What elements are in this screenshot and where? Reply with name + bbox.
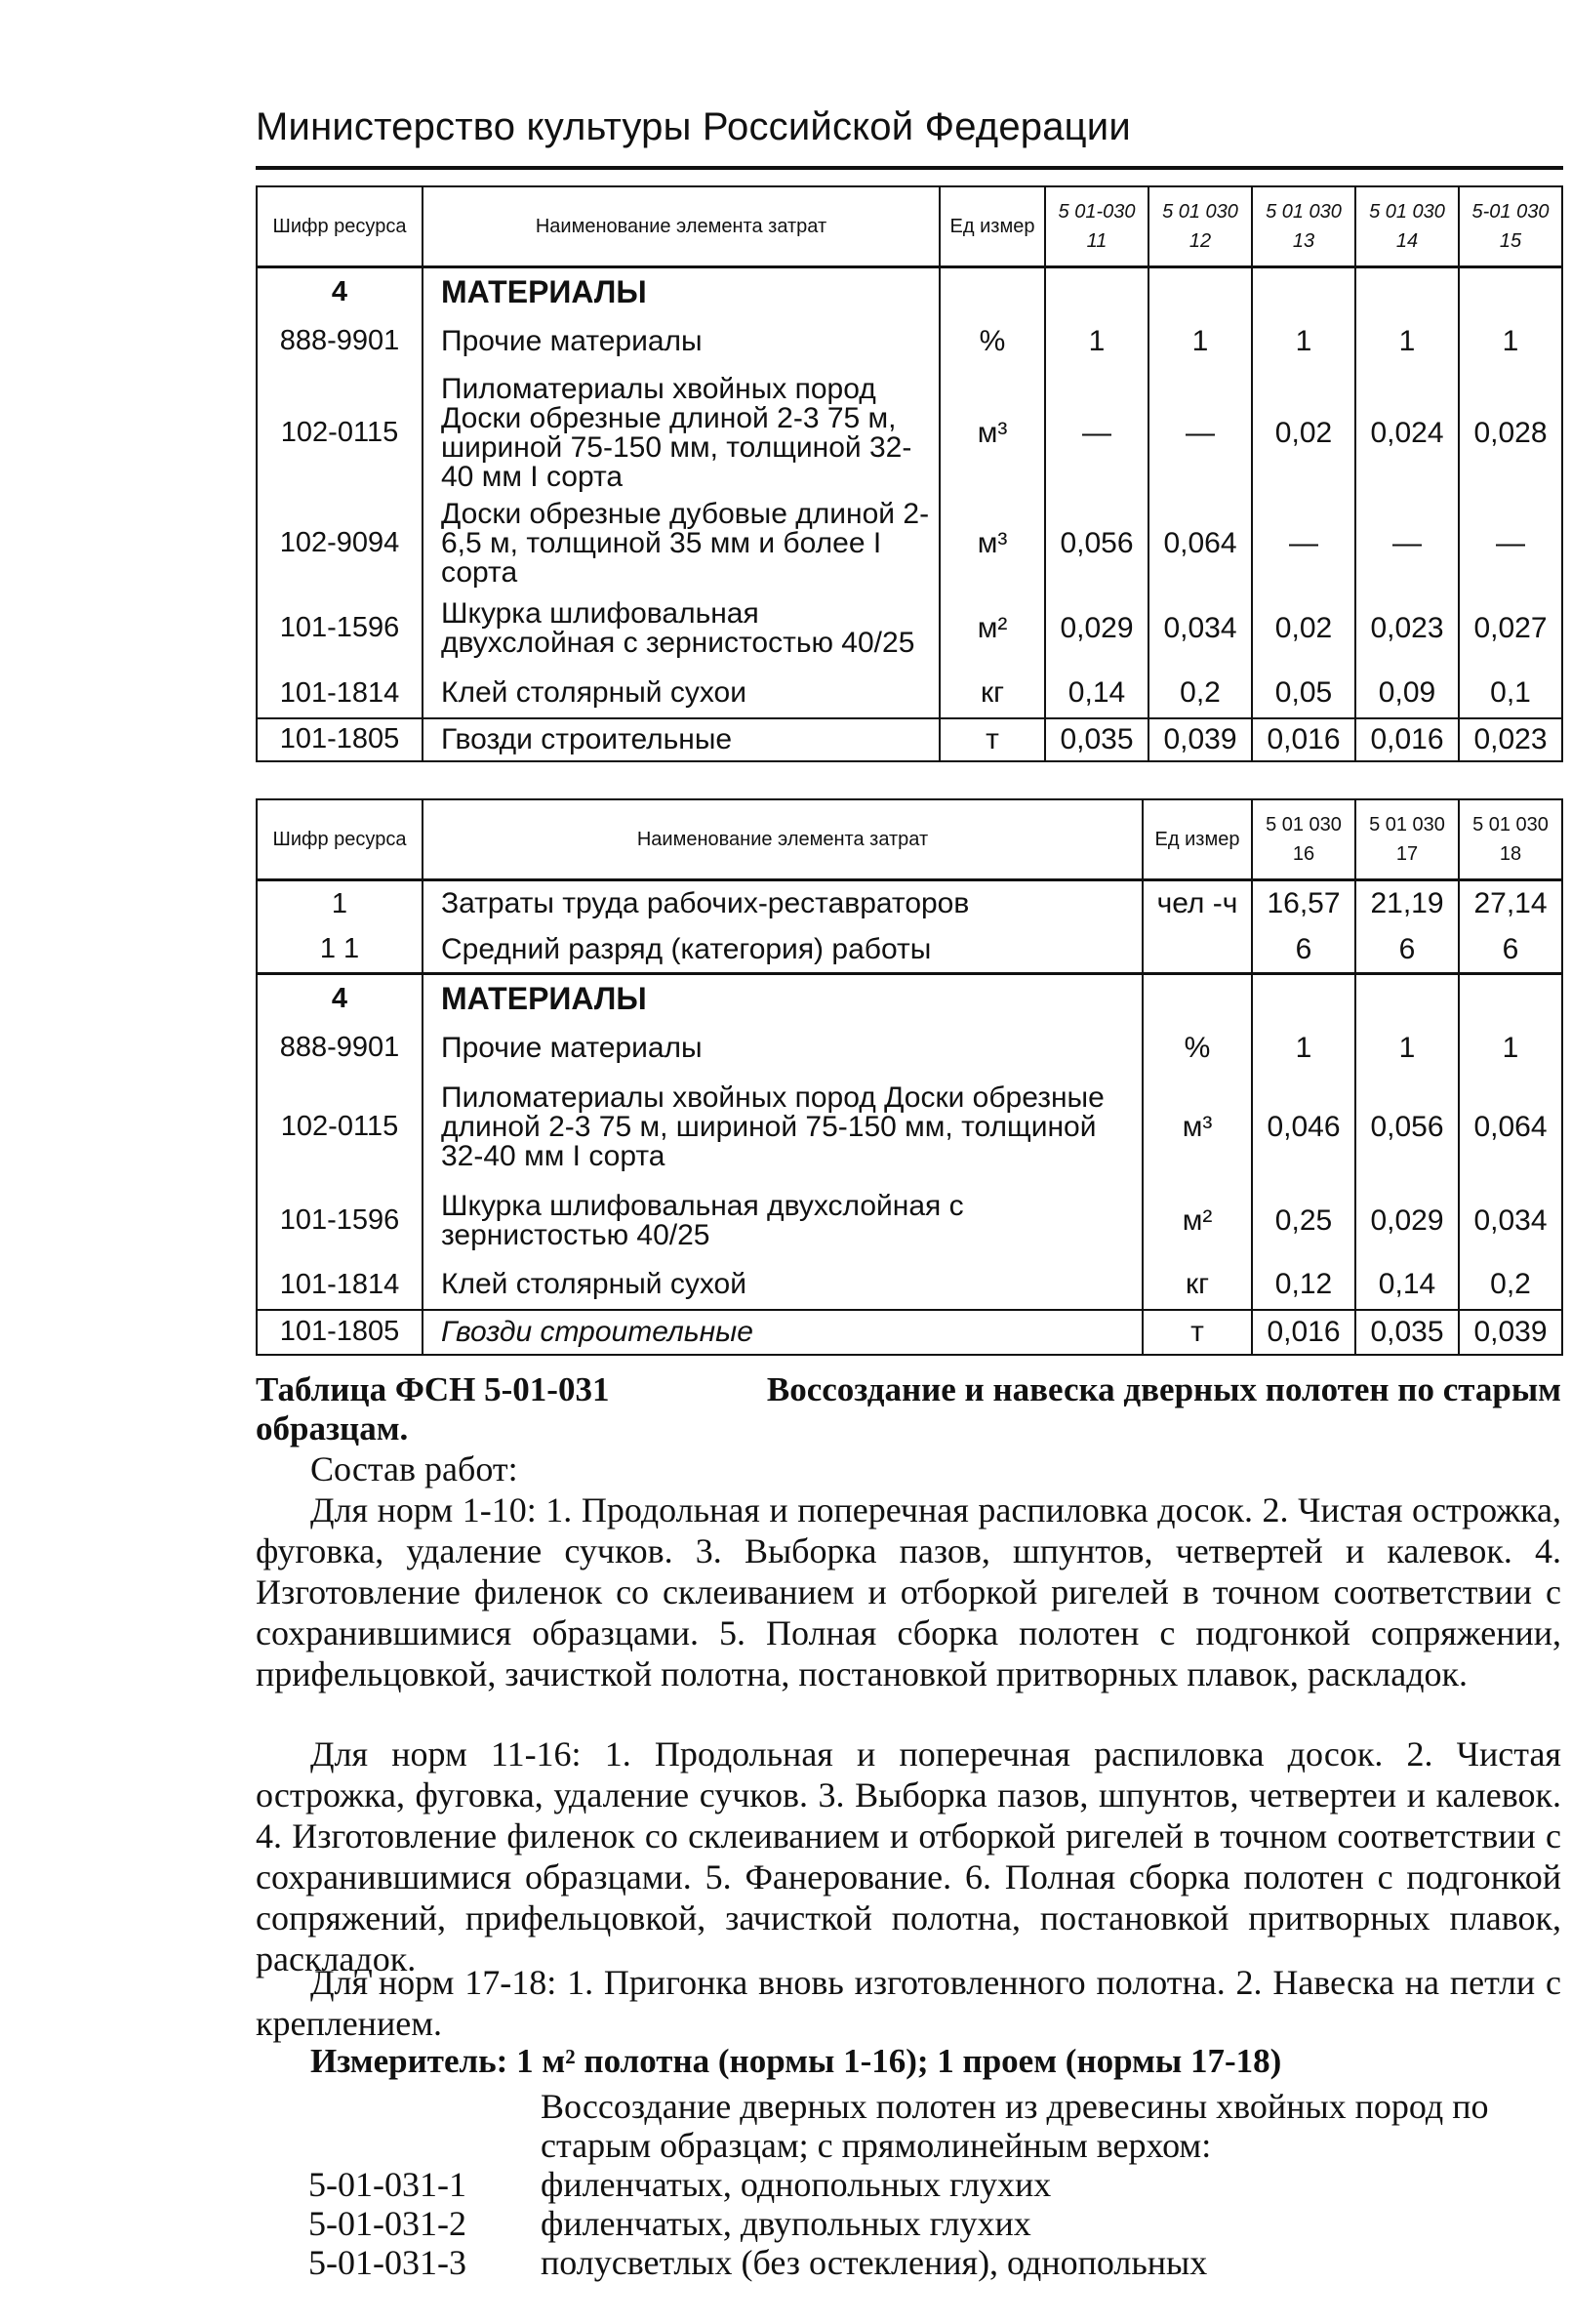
norm-code-text: филенчатых, однопольных глухих <box>541 2165 1052 2204</box>
cell-value: 6 <box>1355 927 1459 974</box>
cell-value: 1 <box>1459 1023 1562 1074</box>
norm-code-list <box>308 2165 1207 2282</box>
cell-value: 0,035 <box>1045 718 1148 761</box>
col-header-unit: Ед измер <box>940 186 1045 267</box>
row-code: 4 <box>257 267 423 316</box>
cell-value: 6 <box>1252 927 1355 974</box>
paragraph-norms-11-16: Для норм 11-16: 1. Продольная и поперечная распиловка досок. 2. Чистая острожка, фуговка, удаление сучков. 3. Выборка пазов, шпунтов, четвертеи и калевок. 4. Изготовление филенок со склеиванием и отборкой ригелей в точном соответствии с сохранившимися образцами. 5. Фанерование. 6. Полная сборка полотен с подгонкой сопряжений, прифельцовкой, зачисткой полотна, постановкой притворных плавок, раскладок. <box>256 1734 1561 1978</box>
row-code: 101-1805 <box>257 718 423 761</box>
cell-value: 0,034 <box>1148 588 1252 670</box>
cell-value: 0,2 <box>1459 1261 1562 1310</box>
row-code: 1 <box>257 880 423 927</box>
col-header-code: Шифр ресурса <box>257 186 423 267</box>
row-name: Клей столярный сухои <box>423 670 940 718</box>
cell-value: 1 <box>1148 316 1252 367</box>
cell-value: 1 <box>1252 316 1355 367</box>
row-name: Прочие материалы <box>423 316 940 367</box>
norm-code-text: полусветлых (без остекления), однопольных <box>541 2243 1208 2282</box>
cell-value: 0,016 <box>1252 718 1355 761</box>
col-header-unit: Ед измер <box>1143 799 1252 880</box>
row-code: 102-9094 <box>257 500 423 588</box>
row-code: 101-1814 <box>257 1261 423 1310</box>
cell-value: 0,023 <box>1459 718 1562 761</box>
cell-value: 0,25 <box>1252 1181 1355 1261</box>
cell-value: 1 <box>1045 316 1148 367</box>
cell-value: 21,19 <box>1355 880 1459 927</box>
cell-value: 0,14 <box>1045 670 1148 718</box>
row-code: 101-1814 <box>257 670 423 718</box>
cell-value: 0,039 <box>1148 718 1252 761</box>
row-name: Доски обрезные дубовые длиной 2-6,5 м, толщиной 35 мм и более I сорта <box>423 500 940 588</box>
composition-heading: Состав работ: <box>310 1449 518 1488</box>
row-unit: кг <box>1143 1261 1252 1310</box>
norm-code-text: филенчатых, двупольных глухих <box>541 2204 1031 2243</box>
cell-value: 1 <box>1252 1023 1355 1074</box>
row-name: Шкурка шлифовальная двухслойная с зернистостью 40/25 <box>423 1181 1143 1261</box>
row-unit <box>1143 927 1252 974</box>
row-code: 888-9901 <box>257 1023 423 1074</box>
row-name: Клей столярный сухой <box>423 1261 1143 1310</box>
cell-value: — <box>1459 500 1562 588</box>
cell-value: — <box>1045 367 1148 500</box>
row-name: МАТЕРИАЛЫ <box>423 974 1143 1023</box>
row-name: Затраты труда рабочих-реставраторов <box>423 880 1143 927</box>
cell-value: 0,016 <box>1355 718 1459 761</box>
norm-code: 5-01-031-3 <box>308 2243 466 2282</box>
row-unit: т <box>1143 1310 1252 1355</box>
header-rule <box>256 166 1563 170</box>
cell-value: 0,064 <box>1148 500 1252 588</box>
norm-code-item <box>308 2165 1207 2204</box>
row-unit: м³ <box>1143 1074 1252 1181</box>
norm-code: 5-01-031-2 <box>308 2204 466 2243</box>
cell-value: 0,034 <box>1459 1181 1562 1261</box>
measure-unit-line: Измеритель: 1 м² полотна (нормы 1-16); 1 проем (нормы 17-18) <box>310 2042 1282 2080</box>
norms-description: Воссоздание дверных полотен из древесины хвойных пород по старым образцам; с прямолинейным верхом: <box>541 2087 1489 2165</box>
cell-value: 0,024 <box>1355 367 1459 500</box>
cell-value: 0,02 <box>1252 588 1355 670</box>
row-unit: т <box>940 718 1045 761</box>
resource-table-2 <box>256 798 1563 1356</box>
cell-value: 16,57 <box>1252 880 1355 927</box>
row-code: 1 1 <box>257 927 423 974</box>
cell-value: 0,029 <box>1355 1181 1459 1261</box>
col-header-norm: 5 01 030 12 <box>1148 186 1252 267</box>
row-unit: % <box>1143 1023 1252 1074</box>
caption-table-id: Таблица ФСН 5-01-031 <box>256 1370 610 1408</box>
cell-value: 0,039 <box>1459 1310 1562 1355</box>
cell-value: — <box>1148 367 1252 500</box>
cell-value: 0,056 <box>1045 500 1148 588</box>
norm-code: 5-01-031-1 <box>308 2165 466 2204</box>
cell-value: 1 <box>1355 316 1459 367</box>
row-unit: м³ <box>940 500 1045 588</box>
col-header-name: Наименование элемента затрат <box>423 186 940 267</box>
col-header-norm: 5 01 030 18 <box>1459 799 1562 880</box>
col-header-norm: 5 01 030 17 <box>1355 799 1459 880</box>
norm-code-item <box>308 2243 1207 2282</box>
col-header-norm: 5 01-030 11 <box>1045 186 1148 267</box>
col-header-name: Наименование элемента затрат <box>423 799 1143 880</box>
cell-value: 0,02 <box>1252 367 1355 500</box>
row-name: МАТЕРИАЛЫ <box>423 267 940 316</box>
row-unit: % <box>940 316 1045 367</box>
paragraph-norms-17-18: Для норм 17-18: 1. Пригонка вновь изготовленного полотна. 2. Навеска на петли с креплением. <box>256 1963 1561 2043</box>
cell-value: 0,064 <box>1459 1074 1562 1181</box>
cell-value: 0,12 <box>1252 1261 1355 1310</box>
cell-value: 0,1 <box>1459 670 1562 718</box>
col-header-norm: 5-01 030 15 <box>1459 186 1562 267</box>
row-name: Средний разряд (категория) работы <box>423 927 1143 974</box>
row-code: 101-1805 <box>257 1310 423 1355</box>
cell-value: 0,016 <box>1252 1310 1355 1355</box>
row-name: Прочие материалы <box>423 1023 1143 1074</box>
cell-value: 27,14 <box>1459 880 1562 927</box>
row-name: Пиломатериалы хвойных пород Доски обрезные длиной 2-3 75 м, шириной 75-150 мм, толщиной 32-40 мм I сорта <box>423 367 940 500</box>
caption-title-continued: образцам. <box>256 1409 409 1447</box>
cell-value: 0,035 <box>1355 1310 1459 1355</box>
row-code: 102-0115 <box>257 367 423 500</box>
cell-value: — <box>1355 500 1459 588</box>
cell-value: 0,029 <box>1045 588 1148 670</box>
row-name: Гвозди строительные <box>423 1310 1143 1355</box>
row-unit: чел -ч <box>1143 880 1252 927</box>
cell-value: 0,2 <box>1148 670 1252 718</box>
row-name: Пиломатериалы хвойных пород Доски обрезные длиной 2-3 75 м, шириной 75-150 мм, толщиной 32-40 мм I сорта <box>423 1074 1143 1181</box>
cell-value: 1 <box>1459 316 1562 367</box>
col-header-norm: 5 01 030 13 <box>1252 186 1355 267</box>
cell-value: 6 <box>1459 927 1562 974</box>
row-unit: м² <box>940 588 1045 670</box>
row-name: Шкурка шлифовальная двухслойная с зернистостью 40/25 <box>423 588 940 670</box>
norm-code-item <box>308 2204 1207 2243</box>
row-code: 101-1596 <box>257 588 423 670</box>
paragraph-norms-1-10: Для норм 1-10: 1. Продольная и поперечная распиловка досок. 2. Чистая острожка, фуговка, удаление сучков. 3. Выборка пазов, шпунтов, четвертей и калевок. 4. Изготовление филенок со склеиванием и отборкой ригелей в точном соответствии с сохранившимися образцами. 5. Полная сборка полотен с подгонкой сопряжении, прифельцовкой, зачисткой полотна, постановкой притворных плавок, раскладок. <box>256 1490 1561 1693</box>
row-unit: м³ <box>940 367 1045 500</box>
cell-value: 0,05 <box>1252 670 1355 718</box>
row-unit: кг <box>940 670 1045 718</box>
row-code: 888-9901 <box>257 316 423 367</box>
caption-title: Воссоздание и навеска дверных полотен по старым <box>766 1370 1561 1408</box>
table-caption <box>256 1370 1561 1448</box>
cell-value: 0,14 <box>1355 1261 1459 1310</box>
col-header-norm: 5 01 030 16 <box>1252 799 1355 880</box>
row-unit: м² <box>1143 1181 1252 1261</box>
col-header-code: Шифр ресурса <box>257 799 423 880</box>
cell-value: 0,023 <box>1355 588 1459 670</box>
cell-value: 0,046 <box>1252 1074 1355 1181</box>
col-header-norm: 5 01 030 14 <box>1355 186 1459 267</box>
resource-table-1 <box>256 185 1563 762</box>
cell-value: 0,056 <box>1355 1074 1459 1181</box>
cell-value: 0,028 <box>1459 367 1562 500</box>
cell-value: 0,09 <box>1355 670 1459 718</box>
cell-value: 0,027 <box>1459 588 1562 670</box>
row-name: Гвозди строительные <box>423 718 940 761</box>
row-code: 101-1596 <box>257 1181 423 1261</box>
row-code: 4 <box>257 974 423 1023</box>
running-header: Министерство культуры Российской Федерации <box>256 105 1131 148</box>
row-code: 102-0115 <box>257 1074 423 1181</box>
cell-value: 1 <box>1355 1023 1459 1074</box>
cell-value: — <box>1252 500 1355 588</box>
